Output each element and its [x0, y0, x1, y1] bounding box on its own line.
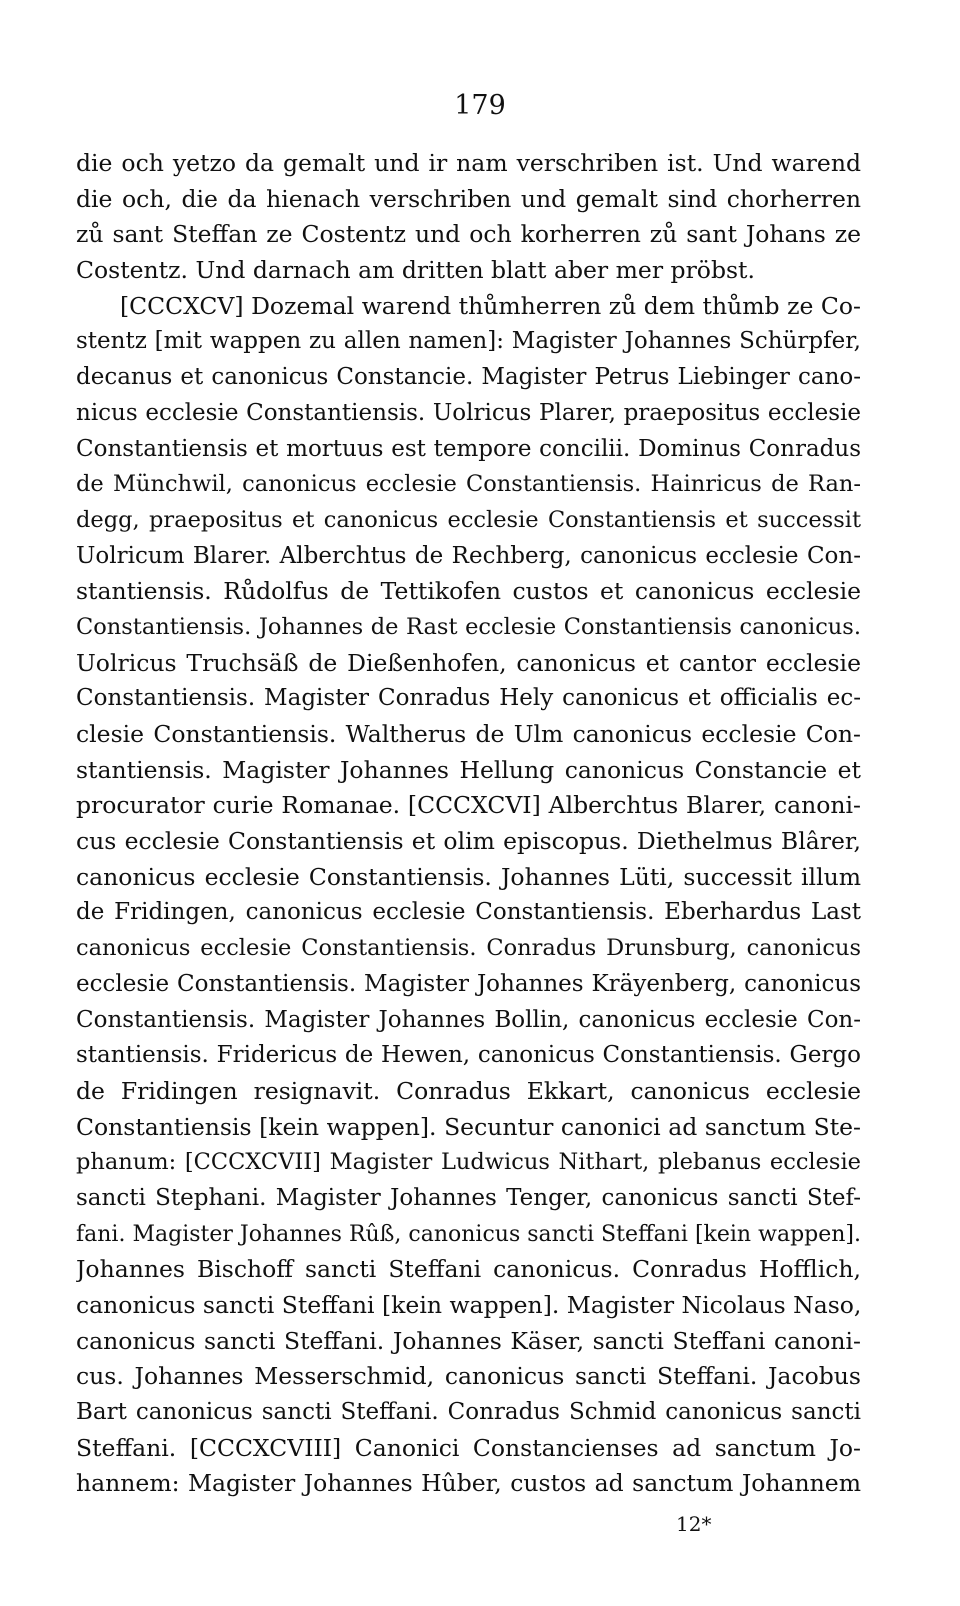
page-number: 179 — [454, 90, 506, 121]
text-line: phanum: [CCCXCVII] Magister Ludwicus Nithart, plebanus ecclesie — [76, 1149, 861, 1176]
text-line: de Fridingen resignavit. Conradus Ekkart, canonicus ecclesie — [76, 1076, 861, 1105]
text-line: Constantiensis. Johannes de Rast ecclesie Constantiensis canonicus. — [76, 613, 861, 640]
text-line: zů sant Steffan ze Costentz und och korherren zů sant Johans ze — [76, 220, 861, 249]
text-line: cus. Johannes Messerschmid, canonicus sancti Steffani. Jacobus — [76, 1362, 861, 1391]
text-line: hannem: Magister Johannes Hûber, custos ad sanctum Johannem — [76, 1469, 861, 1498]
text-line: Bart canonicus sancti Steffani. Conradus Schmid canonicus sancti — [76, 1399, 861, 1426]
signature-mark: 12* — [676, 1512, 712, 1536]
text-line: cus ecclesie Constantiensis et olim episcopus. Diethelmus Blârer, — [76, 827, 861, 856]
text-line: stantiensis. Fridericus de Hewen, canonicus Constantiensis. Gergo — [76, 1042, 861, 1069]
text-line: de Fridingen, canonicus ecclesie Constantiensis. Eberhardus Last — [76, 899, 861, 926]
text-line: Constantiensis [kein wappen]. Secuntur canonici ad sanctum Ste- — [76, 1112, 861, 1141]
text-line: [CCCXCV] Dozemal warend thůmherren zů dem thůmb ze Co- — [120, 291, 861, 320]
text-line: die och yetzo da gemalt und ir nam verschriben ist. Und warend — [76, 149, 861, 177]
text-line: stentz [mit wappen zu allen namen]: Magister Johannes Schürpfer, — [76, 328, 861, 355]
text-line: Steffani. [CCCXCVIII] Canonici Constancienses ad sanctum Jo- — [76, 1433, 861, 1462]
text-line: canonicus sancti Steffani [kein wappen]. Magister Nicolaus Naso, — [76, 1291, 861, 1319]
text-line: Costentz. Und darnach am dritten blatt aber mer pröbst. — [76, 256, 755, 285]
text-line: fani. Magister Johannes Rûß, canonicus sancti Steffani [kein wappen]. — [76, 1221, 861, 1247]
text-line: de Münchwil, canonicus ecclesie Constantiensis. Hainricus de Ran- — [76, 471, 861, 498]
text-line: sancti Stephani. Magister Johannes Tenger, canonicus sancti Stef- — [76, 1184, 861, 1211]
text-line: die och, die da hienach verschriben und gemalt sind chorherren — [76, 184, 861, 213]
text-line: decanus et canonicus Constancie. Magister Petrus Liebinger cano- — [76, 364, 861, 391]
text-line: canonicus ecclesie Constantiensis. Conradus Drunsburg, canonicus — [76, 935, 861, 962]
text-line: Johannes Bischoff sancti Steffani canonicus. Conradus Hofflich, — [76, 1255, 861, 1284]
text-line: Constantiensis. Magister Conradus Hely canonicus et officialis ec- — [76, 685, 861, 712]
text-line: ecclesie Constantiensis. Magister Johannes Kräyenberg, canonicus — [76, 970, 861, 997]
body-text — [76, 146, 861, 1502]
text-line: degg, praepositus et canonicus ecclesie Constantiensis et successit — [76, 506, 861, 533]
text-line: canonicus sancti Steffani. Johannes Käser, sancti Steffani canoni- — [76, 1326, 861, 1355]
text-line: stantiensis. Růdolfus de Tettikofen custos et canonicus ecclesie — [76, 577, 861, 606]
text-line: Uolricum Blarer. Alberchtus de Rechberg, canonicus ecclesie Con- — [76, 542, 861, 569]
text-line: Uolricus Truchsäß de Dießenhofen, canonicus et cantor ecclesie — [76, 648, 861, 677]
text-line: nicus ecclesie Constantiensis. Uolricus Plarer, praepositus ecclesie — [76, 399, 861, 426]
text-line: Constantiensis. Magister Johannes Bollin, canonicus ecclesie Con- — [76, 1006, 861, 1033]
text-line: canonicus ecclesie Constantiensis. Johannes Lüti, successit illum — [76, 862, 861, 891]
text-line: clesie Constantiensis. Waltherus de Ulm canonicus ecclesie Con- — [76, 720, 861, 748]
text-line: procurator curie Romanae. [CCCXCVI] Alberchtus Blarer, canoni- — [76, 791, 861, 820]
text-line: Constantiensis et mortuus est tempore concilii. Dominus Conradus — [76, 435, 861, 462]
text-line: stantiensis. Magister Johannes Hellung canonicus Constancie et — [76, 755, 861, 784]
